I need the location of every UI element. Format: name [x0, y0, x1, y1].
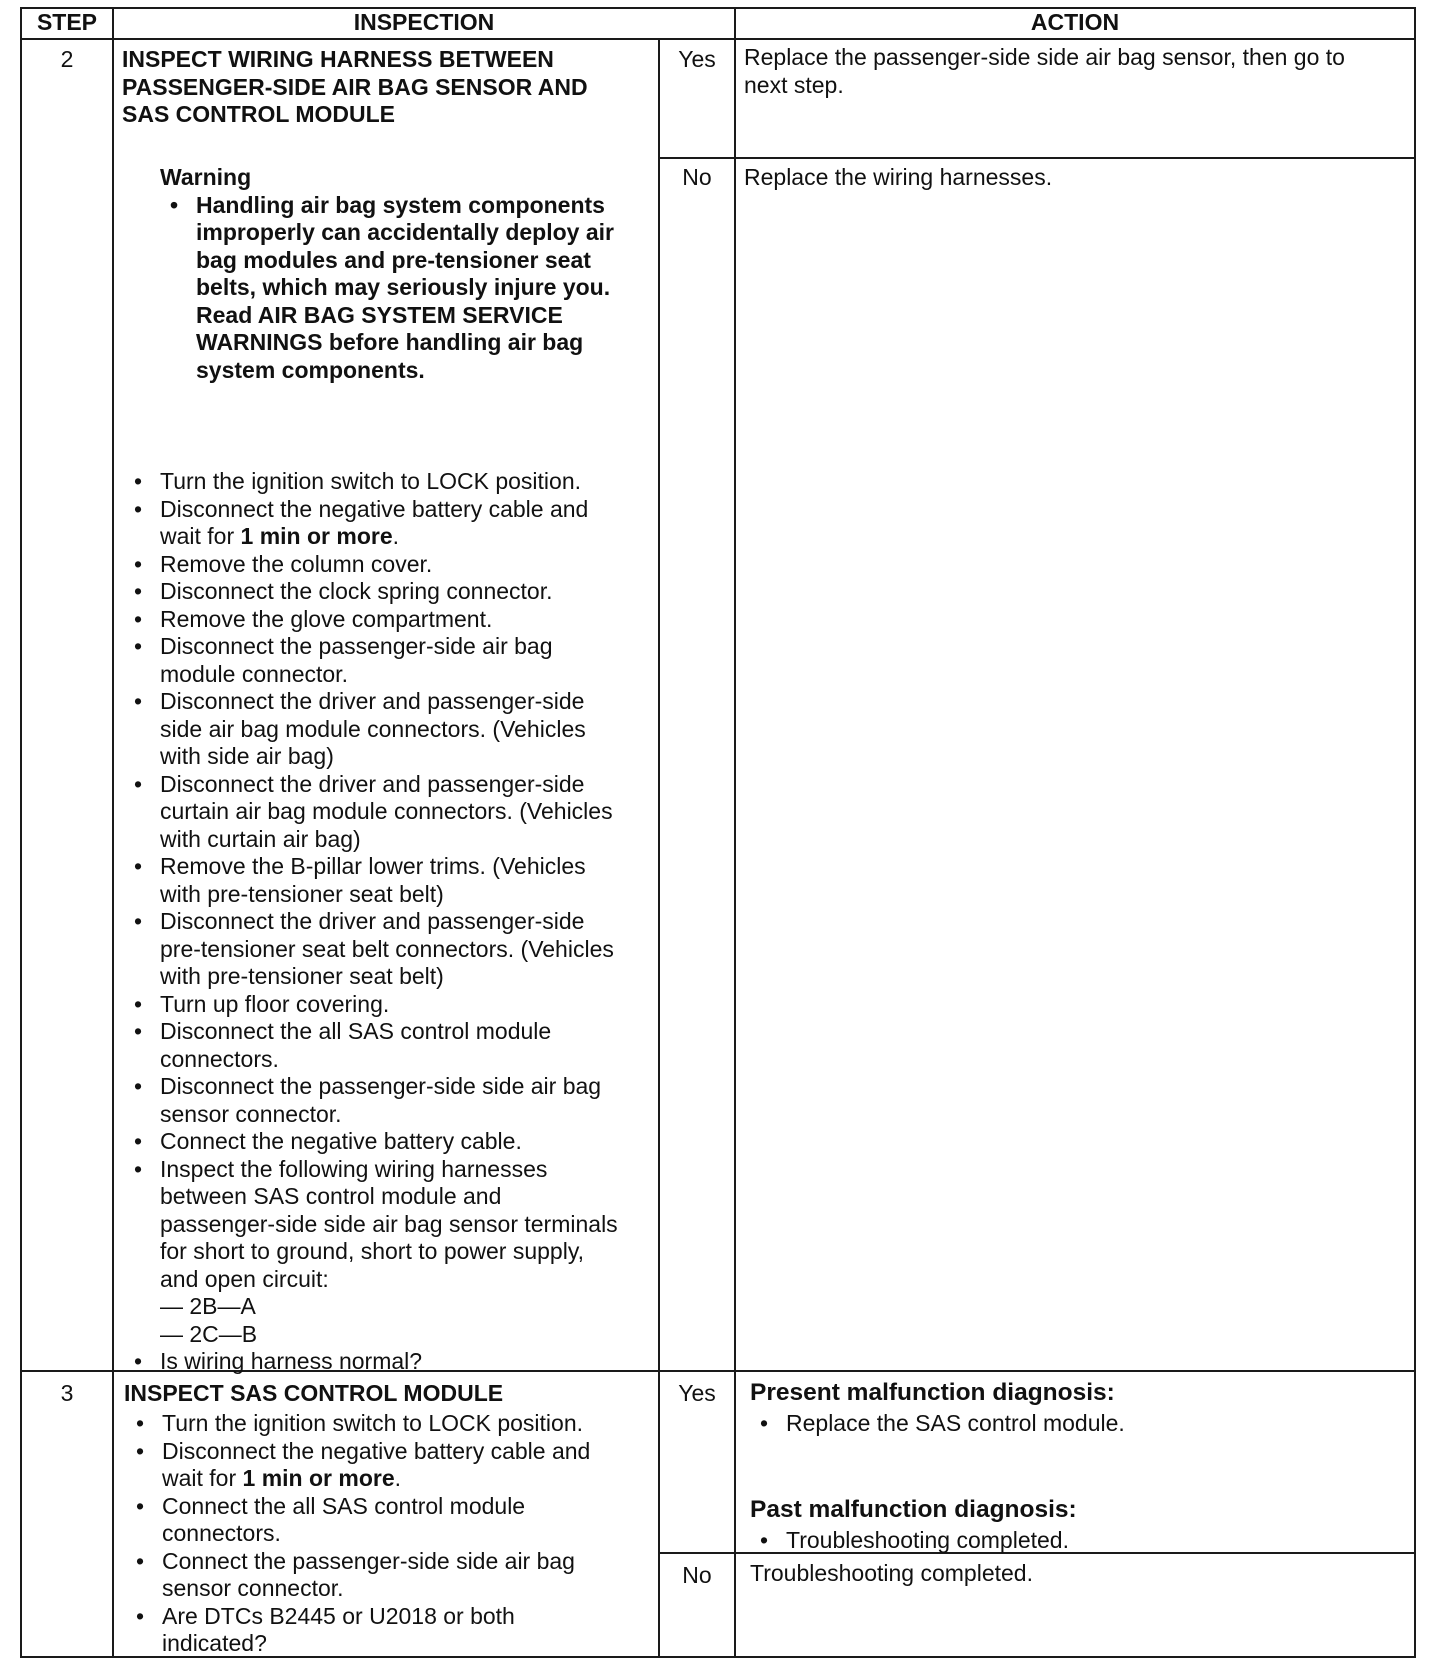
procedure-text: wait for [162, 1465, 243, 1491]
procedure-item [124, 1156, 654, 1349]
procedure-subitem: — 2B—A [160, 1293, 256, 1319]
past-diagnosis-heading: Past malfunction diagnosis: [750, 1495, 1077, 1523]
step2-procedure [124, 468, 654, 1376]
warning-line: • Handling air bag system components [196, 191, 605, 218]
procedure-line: • Turn the ignition switch to LOCK position. [162, 1410, 584, 1436]
procedure-line [160, 523, 654, 551]
step3-no-action: Troubleshooting completed. [750, 1560, 1033, 1586]
procedure-line: and open circuit: [160, 1265, 329, 1292]
procedure-item [124, 1128, 654, 1156]
procedure-item [126, 1438, 656, 1493]
table-border-left [20, 7, 22, 1658]
action-line: Replace the passenger-side side air bag sensor, then go to [744, 44, 1345, 70]
procedure-line: • Connect the passenger-side side air bag [162, 1547, 575, 1574]
procedure-line: • Remove the glove compartment. [160, 605, 493, 632]
procedure-line: • Disconnect the negative battery cable and [160, 495, 589, 522]
procedure-line: • Disconnect the clock spring connector. [160, 578, 553, 604]
procedure-item [126, 1493, 656, 1548]
header-inspection: INSPECTION [353, 9, 495, 35]
procedure-text: . [392, 523, 400, 549]
procedure-line: with curtain air bag) [160, 825, 361, 852]
step2-yes-no-divider [658, 157, 1416, 159]
step2-number: 2 [60, 46, 74, 72]
action-line: next step. [744, 71, 844, 98]
procedure-line: • Inspect the following wiring harnesses [160, 1155, 548, 1182]
procedure-line: module connector. [160, 660, 348, 687]
procedure-line: between SAS control module and [160, 1183, 502, 1209]
procedure-line: curtain air bag module connectors. (Vehicles [160, 798, 613, 824]
past-diagnosis-list [750, 1527, 1410, 1555]
procedure-line: • Disconnect the driver and passenger-side [160, 770, 585, 797]
warning-line: improperly can accidentally deploy air [196, 219, 614, 245]
present-diagnosis-heading: Present malfunction diagnosis: [750, 1379, 1115, 1406]
step3-procedure-list [126, 1410, 656, 1658]
step2-title-line: INSPECT WIRING HARNESS BETWEEN [122, 46, 554, 72]
procedure-item [124, 1348, 654, 1376]
procedure-item [124, 1073, 654, 1128]
procedure-emphasis: 1 min or more [240, 523, 393, 549]
step3-title: INSPECT SAS CONTROL MODULE [124, 1380, 504, 1406]
procedure-item [124, 606, 654, 634]
procedure-line: passenger-side side air bag sensor terminals [160, 1210, 618, 1237]
procedure-item [124, 1018, 654, 1073]
present-diagnosis-item: • Replace the SAS control module. [750, 1410, 1410, 1438]
procedure-line: • Are DTCs B2445 or U2018 or both [162, 1602, 515, 1629]
procedure-item [124, 633, 654, 688]
step3-number: 3 [60, 1380, 74, 1406]
procedure-line: • Remove the column cover. [160, 550, 433, 577]
procedure-line: • Turn the ignition switch to LOCK position. [160, 468, 582, 494]
warning-line: Read AIR BAG SYSTEM SERVICE [196, 301, 563, 328]
procedure-line: sensor connector. [162, 1575, 344, 1601]
table-border-right [1414, 7, 1416, 1658]
procedure-line: with pre-tensioner seat belt) [160, 880, 444, 907]
procedure-line: • Disconnect the all SAS control module [160, 1018, 552, 1044]
procedure-line: with side air bag) [160, 743, 334, 769]
procedure-item [124, 908, 654, 991]
step3-yes-action [750, 1378, 1410, 1554]
header-step: STEP [36, 9, 98, 35]
procedure-item [124, 578, 654, 606]
step2-no-label: No [682, 164, 712, 190]
procedure-text: wait for [160, 523, 241, 549]
procedure-item [124, 468, 654, 496]
step2-no-action: Replace the wiring harnesses. [744, 164, 1053, 190]
step2-title-line: PASSENGER-SIDE AIR BAG SENSOR AND [122, 73, 588, 100]
procedure-line: connectors. [162, 1520, 281, 1546]
procedure-text: . [394, 1465, 402, 1491]
warning-line: bag modules and pre-tensioner seat [196, 246, 591, 273]
procedure-line: • Connect the all SAS control module [162, 1492, 526, 1519]
procedure-line [162, 1465, 656, 1493]
procedure-item [124, 771, 654, 854]
step-column-divider [112, 7, 114, 1658]
warning-line: belts, which may seriously injure you. [196, 274, 611, 300]
warning-item [160, 192, 655, 385]
step3-procedure [126, 1410, 656, 1658]
procedure-item [124, 688, 654, 771]
procedure-item [126, 1548, 656, 1603]
procedure-line: with pre-tensioner seat belt) [160, 963, 444, 989]
header-action: ACTION [1030, 9, 1120, 35]
procedure-line: • Remove the B-pillar lower trims. (Vehicles [160, 853, 586, 879]
procedure-line: pre-tensioner seat belt connectors. (Vehicles [160, 935, 614, 962]
step2-warning [160, 164, 655, 384]
step3-yes-label: Yes [678, 1380, 716, 1406]
procedure-line: • Turn up floor covering. [160, 990, 390, 1017]
warning-line: WARNINGS before handling air bag [196, 329, 584, 355]
procedure-emphasis: 1 min or more [242, 1465, 395, 1491]
yes-no-column-divider [658, 38, 660, 1658]
procedure-subitem: — 2C—B [160, 1320, 258, 1347]
header-divider [20, 38, 1416, 40]
past-diagnosis-item: • Troubleshooting completed. [750, 1527, 1410, 1555]
procedure-item [126, 1410, 656, 1438]
procedure-line: • Disconnect the driver and passenger-side [160, 688, 585, 714]
procedure-item [124, 551, 654, 579]
warning-heading: Warning [160, 164, 252, 190]
procedure-line: for short to ground, short to power supply, [160, 1238, 585, 1264]
procedure-item [126, 1603, 656, 1658]
procedure-line: • Disconnect the negative battery cable and [162, 1437, 591, 1464]
step3-no-label: No [682, 1562, 712, 1588]
present-diagnosis-list [750, 1410, 1410, 1438]
step2-yes-action [744, 44, 1409, 99]
step2-title-line: SAS CONTROL MODULE [122, 101, 396, 127]
procedure-item [124, 991, 654, 1019]
warning-list [160, 192, 655, 385]
procedure-line: • Disconnect the passenger-side air bag [160, 633, 553, 659]
warning-line: system components. [196, 356, 425, 383]
procedure-line: • Disconnect the driver and passenger-side [160, 908, 585, 934]
inspection-column-divider [734, 7, 736, 1658]
procedure-line: • Disconnect the passenger-side side air bag [160, 1073, 602, 1099]
procedure-line: • Is wiring harness normal? [160, 1348, 423, 1374]
procedure-item [124, 853, 654, 908]
procedure-item [124, 496, 654, 551]
procedure-line: indicated? [162, 1630, 267, 1656]
step2-procedure-list [124, 468, 654, 1376]
step2-title [122, 46, 652, 129]
procedure-line: connectors. [160, 1045, 279, 1072]
procedure-line: • Connect the negative battery cable. [160, 1128, 522, 1154]
step2-yes-label: Yes [678, 46, 716, 72]
procedure-line: sensor connector. [160, 1100, 342, 1127]
procedure-line: side air bag module connectors. (Vehicles [160, 715, 586, 742]
